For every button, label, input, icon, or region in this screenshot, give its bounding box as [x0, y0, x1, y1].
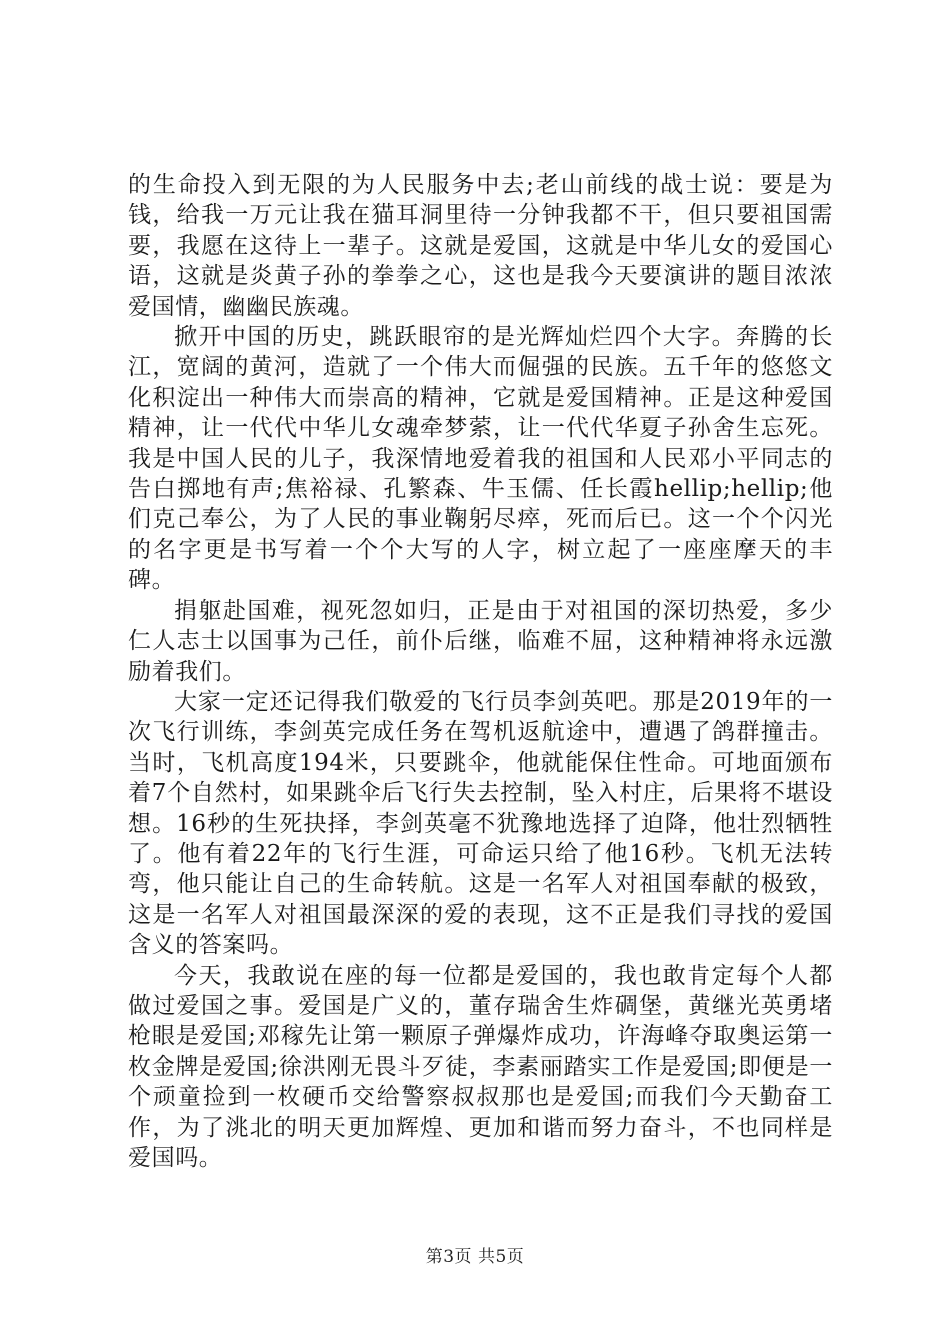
paragraph-5: 今天，我敢说在座的每一位都是爱国的，我也敢肯定每个人都做过爱国之事。爱国是广义的，董存瑞舍生炸碉堡，黄继光英勇堵枪眼是爱国;邓稼先让第一颗原子弹爆炸成功，许海峰夺取奥运第一枚金牌是爱国;徐洪刚无畏斗歹徒，李素丽踏实工作是爱国;即便是一个顽童捡到一枚硬币交给警察叔叔那也是爱国;而我们今天勤奋工作，为了洮北的明天更加辉煌、更加和谐而努力奋斗，不也同样是爱国吗。	[128, 962, 833, 1171]
page-number-footer: 第3页 共5页	[425, 1247, 525, 1267]
paragraph-3: 捐躯赴国难，视死忽如归，正是由于对祖国的深切热爱，多少仁人志士以国事为己任，前仆后继，临难不屈，这种精神将永远激励着我们。	[128, 597, 833, 685]
document-body	[128, 170, 833, 1173]
paragraph-2: 掀开中国的历史，跳跃眼帘的是光辉灿烂四个大字。奔腾的长江，宽阔的黄河，造就了一个伟大而倔强的民族。五千年的悠悠文化积淀出一种伟大而崇高的精神，它就是爱国精神。正是这种爱国精神，让一代代中华儿女魂牵梦萦，让一代代华夏子孙舍生忘死。我是中国人民的儿子，我深情地爱着我的祖国和人民邓小平同志的告白掷地有声;焦裕禄、孔繁森、牛玉儒、任长霞hellip;hellip;他们克己奉公，为了人民的事业鞠躬尽瘁，死而后已。这一个个闪光的名字更是书写着一个个大写的人字，树立起了一座座摩天的丰碑。	[128, 324, 833, 594]
paragraph-4: 大家一定还记得我们敬爱的飞行员李剑英吧。那是2019年的一次飞行训练，李剑英完成任务在驾机返航途中，遭遇了鸽群撞击。当时，飞机高度194米，只要跳伞，他就能保住性命。可地面颁布着7个自然村，如果跳伞后飞行失去控制，坠入村庄，后果将不堪设想。16秒的生死抉择，李剑英毫不犹豫地选择了迫降，他壮烈牺牲了。他有着22年的飞行生涯，可命运只给了他16秒。飞机无法转弯，他只能让自己的生命转航。这是一名军人对祖国奉献的极致，这是一名军人对祖国最深深的爱的表现，这不正是我们寻找的爱国含义的答案吗。	[128, 688, 833, 959]
paragraph-1: 的生命投入到无限的为人民服务中去;老山前线的战士说：要是为钱，给我一万元让我在猫耳洞里待一分钟我都不干，但只要祖国需要，我愿在这待上一辈子。这就是爱国，这就是中华儿女的爱国心语，这就是炎黄子孙的拳拳之心，这也是我今天要演讲的题目浓浓爱国情，幽幽民族魂。	[128, 172, 833, 320]
